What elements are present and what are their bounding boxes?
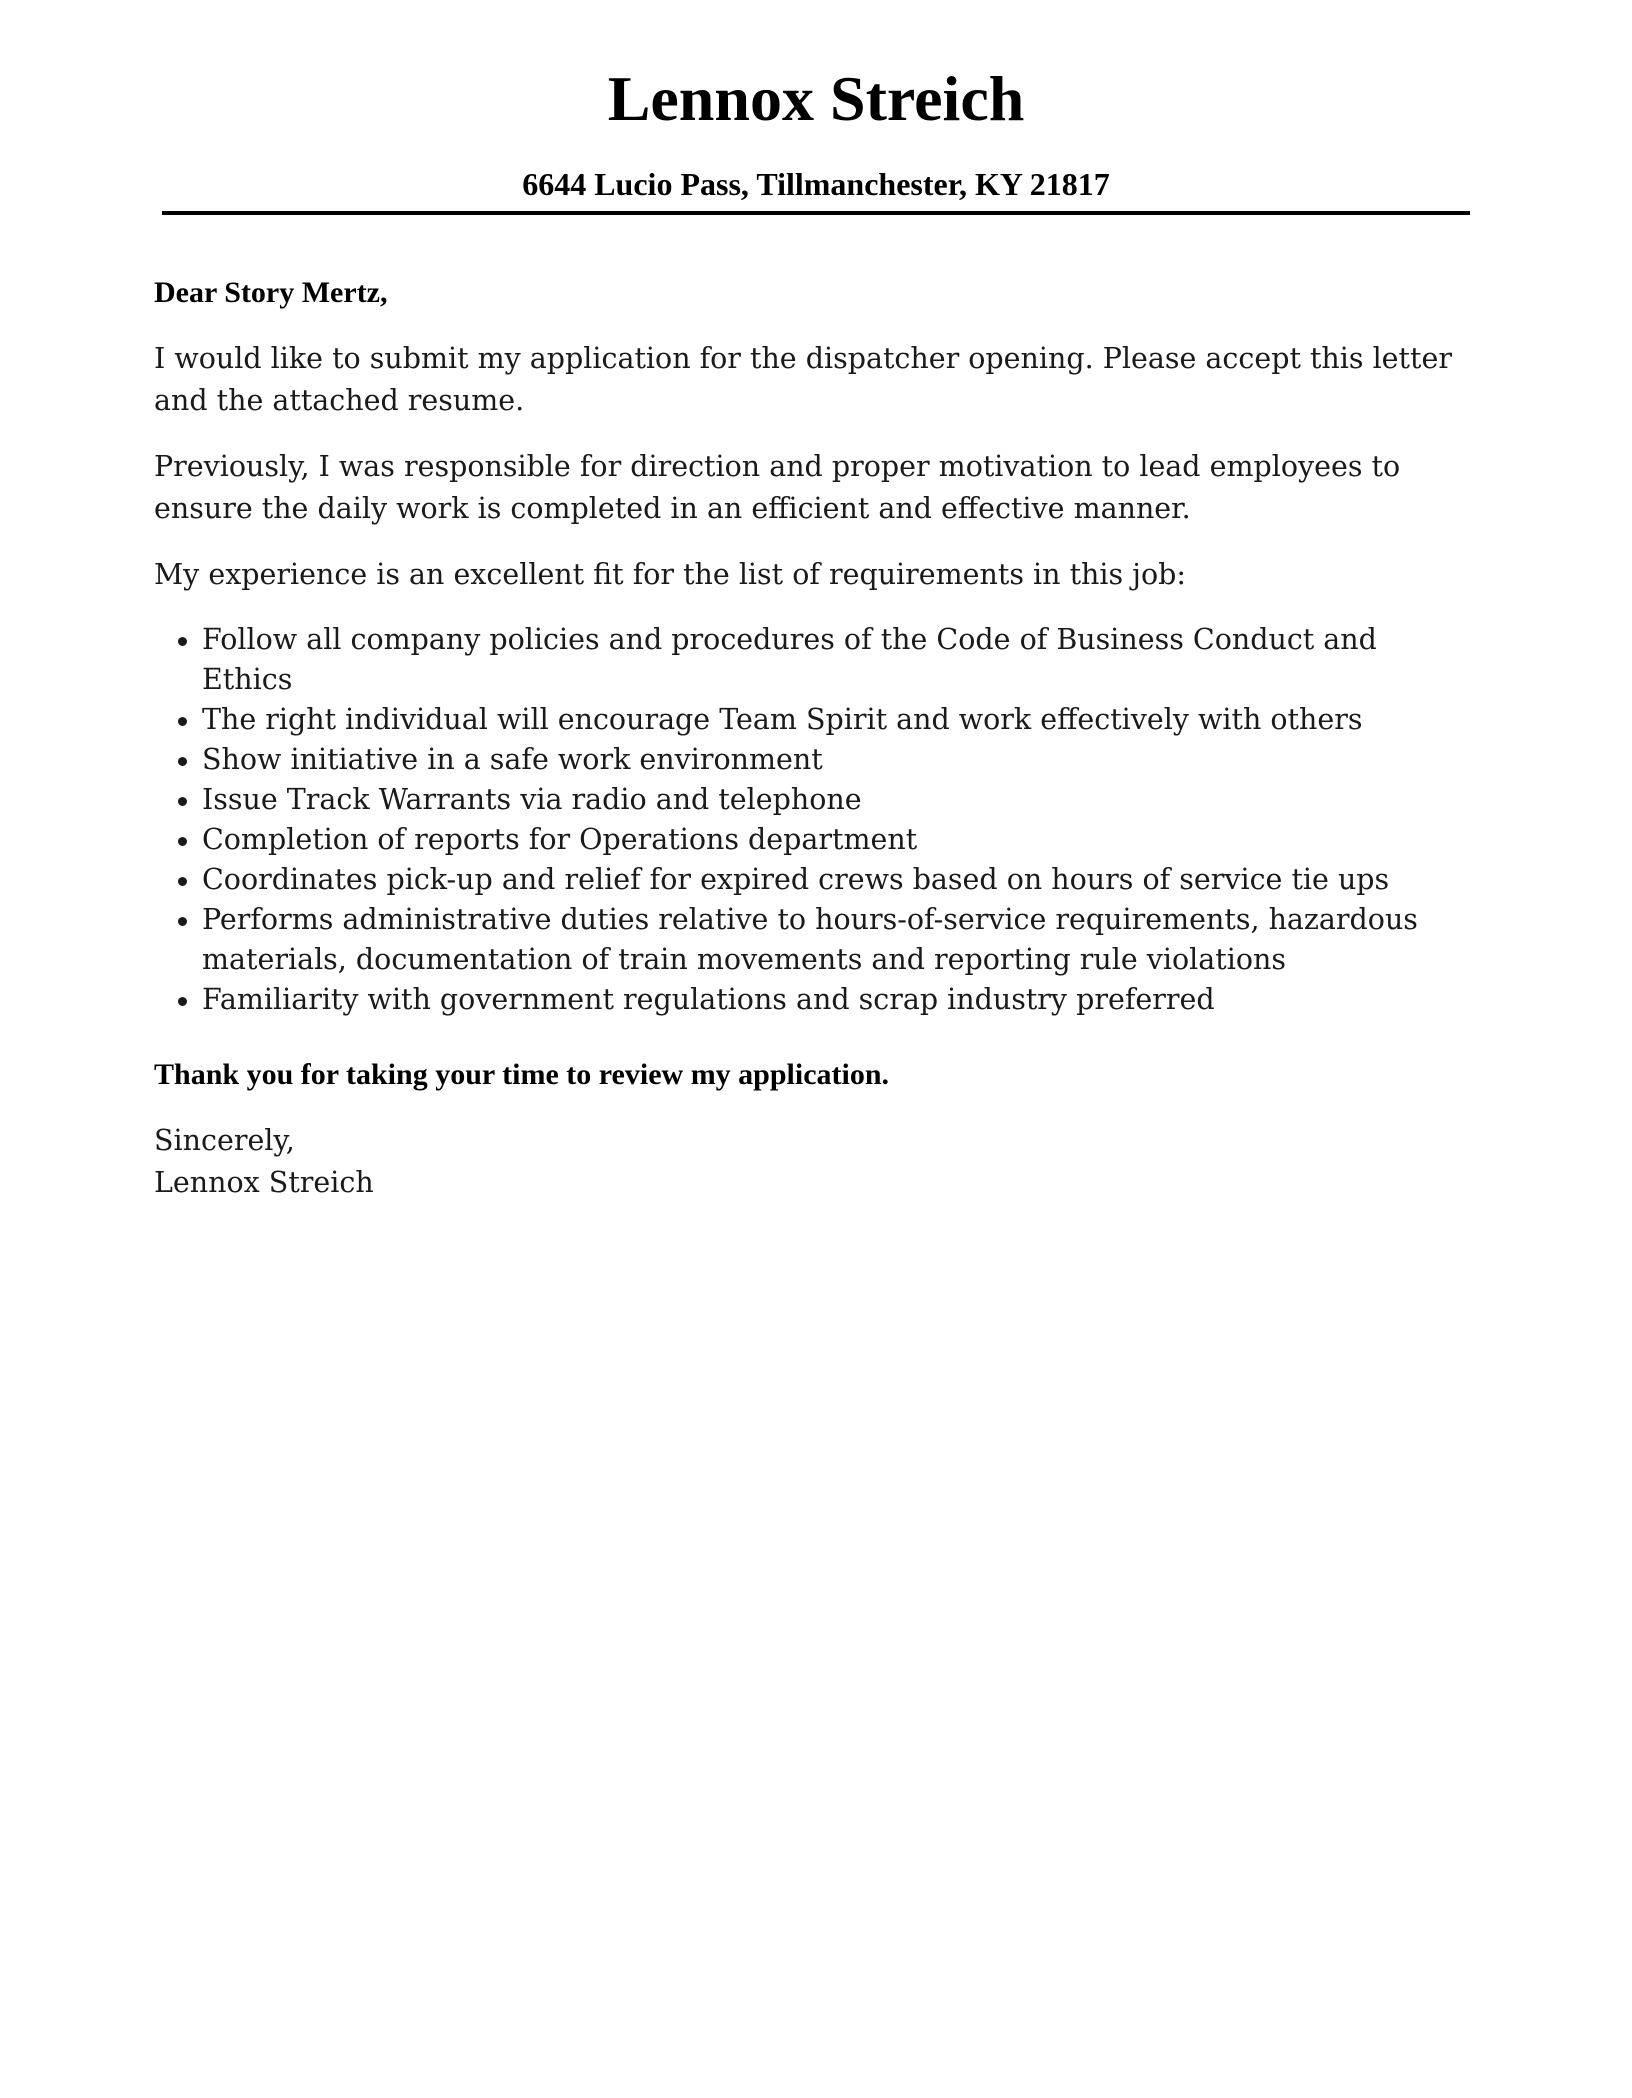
- list-item: [154, 780, 1454, 820]
- header-divider: [162, 211, 1470, 215]
- paragraph-intro: I would like to submit my application for the dispatcher opening. Please accept this letter and the attached resume.: [154, 342, 1452, 417]
- list-item-text: The right individual will encourage Team Spirit and work effectively with others: [202, 703, 1363, 736]
- list-item: [154, 900, 1454, 980]
- paragraph-experience: Previously, I was responsible for direction and proper motivation to lead employees to ensure the daily work is completed in an efficient and effective manner.: [154, 450, 1401, 525]
- bullet-icon: [178, 997, 187, 1006]
- bullet-icon: [178, 757, 187, 766]
- closing: Sincerely,: [154, 1124, 295, 1157]
- list-item-text: Show initiative in a safe work environment: [202, 743, 823, 776]
- list-item: [154, 980, 1454, 1020]
- requirements-list: [154, 620, 1454, 1020]
- list-item-text: Coordinates pick-up and relief for expired crews based on hours of service tie ups: [202, 863, 1390, 896]
- list-item-text: Performs administrative duties relative to hours-of-service requirements, hazardous materials, documentation of train movements and reporting rule violations: [202, 903, 1418, 976]
- bullet-icon: [178, 877, 187, 886]
- list-item-text: Completion of reports for Operations department: [202, 823, 918, 856]
- bullet-icon: [178, 917, 187, 926]
- list-item: [154, 700, 1454, 740]
- letter-body: [154, 272, 1454, 1204]
- list-item: [154, 860, 1454, 900]
- sender-name: Lennox Streich: [607, 63, 1025, 134]
- bullet-icon: [178, 837, 187, 846]
- list-item-text: Follow all company policies and procedures of the Code of Business Conduct and Ethics: [202, 623, 1377, 696]
- bullet-icon: [178, 717, 187, 726]
- list-item: [154, 820, 1454, 860]
- sender-address: 6644 Lucio Pass, Tillmanchester, KY 21817: [522, 166, 1110, 202]
- bullet-icon: [178, 797, 187, 806]
- list-item-text: Familiarity with government regulations and scrap industry preferred: [202, 983, 1215, 1016]
- list-item: [154, 620, 1454, 700]
- salutation: Dear Story Mertz,: [154, 276, 388, 309]
- letter-header: [162, 56, 1470, 204]
- paragraph-requirements-intro: My experience is an excellent fit for the list of requirements in this job:: [154, 558, 1187, 591]
- list-item: [154, 740, 1454, 780]
- list-item-text: Issue Track Warrants via radio and telephone: [202, 783, 862, 816]
- signature: Lennox Streich: [154, 1166, 374, 1199]
- thank-you-line: Thank you for taking your time to review my application.: [154, 1058, 890, 1091]
- bullet-icon: [178, 637, 187, 646]
